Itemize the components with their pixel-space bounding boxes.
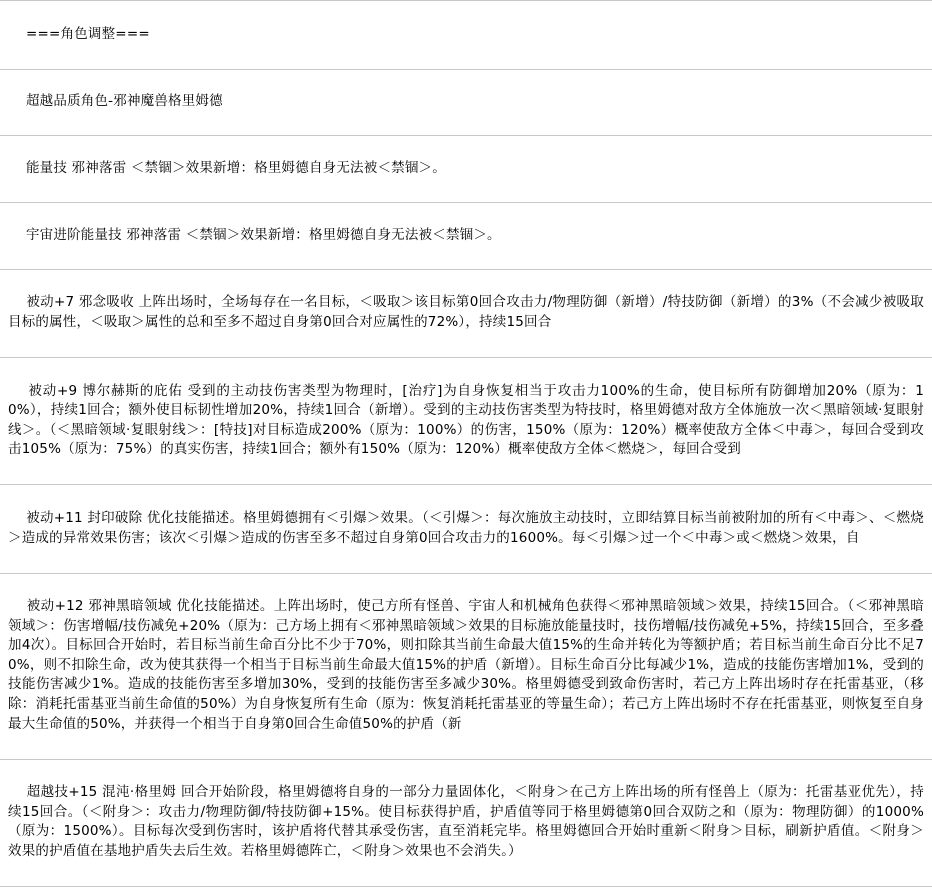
passive-12-row <box>0 574 932 760</box>
passive-12-text: 被动+12 邪神黑暗领域 优化技能描述。上阵出场时，使己方所有怪兽、宇宙人和机械角色获得＜邪神黑暗领域＞效果，持续15回合。（＜邪神黑暗领域＞：伤害增幅/技伤减免+20%（原为：己方场上拥有＜邪神黑暗领域＞效果的目标施放能量技时，技伤增幅/技伤减免+5%，持续15回合，至多叠加4次）。目标回合开始时，若目标当前生命百分比不少于70%，则扣除其当前生命最大值15%的生命并转化为等额护盾；若目标当前生命百分比不足70%，则不扣除生命，改为使其获得一个相当于目标当前生命最大值15%的护盾（新增）。目标生命百分比每减少1%，造成的技能伤害增加1%，受到的技能伤害减少1%。造成的技能伤害至多增加30%，受到的技能伤害至多减少30%。格里姆德受到致命伤害时，若己方上阵出场时存在托雷基亚，（移除：消耗托雷基亚当前生命值的50%）为自身恢复所有生命（原为：恢复消耗托雷基亚的等量生命）；若己方上阵出场时不存在托雷基亚，则恢复至自身最大生命值的50%，并获得一个相当于自身第0回合生命值50%的护盾（新 <box>8 598 925 732</box>
super-transcend-15-text: 超越技+15 混沌·格里姆 回合开始阶段，格里姆德将自身的一部分力量固体化，＜附身＞在己方上阵出场的所有怪兽上（原为：托雷基亚优先），持续15回合。（＜附身＞：攻击力/物理防御/特技防御+15%。使目标获得护盾，护盾值等同于格里姆德第0回合双防之和（原为：物理防御）的1000%（原为：1500%）。目标每次受到伤害时，该护盾将代替其承受伤害，直至消耗完毕。格里姆德回合开始时重新＜附身＞目标，刷新护盾值。＜附身＞效果的护盾值在基地护盾失去后生效。若格里姆德阵亡，＜附身＞效果也不会消失。） <box>8 784 924 859</box>
advanced-energy-skill-text: 宇宙进阶能量技 邪神落雷 ＜禁锢＞效果新增：格里姆德自身无法被＜禁锢＞。 <box>25 226 501 243</box>
passive-7-row <box>0 270 932 358</box>
section-title-row <box>0 0 932 70</box>
section-title: ===角色调整=== <box>25 25 150 42</box>
passive-11-text: 被动+11 封印破除 优化技能描述。格里姆德拥有＜引爆＞效果。（＜引爆＞：每次施放主动技时，立即结算目标当前被附加的所有＜中毒＞、＜燃烧＞造成的异常效果伤害；该次＜引爆＞造成的伤害至多不超过自身第0回合攻击力的1600%。每＜引爆＞过一个＜中毒＞或＜燃烧＞效果，自 <box>8 509 925 546</box>
advanced-energy-skill-row <box>0 203 932 270</box>
passive-9-text: 被动+9 博尔赫斯的庇佑 受到的主动技伤害类型为物理时，[治疗]为自身恢复相当于攻击力100%的生命，使目标所有防御增加20%（原为：10%），持续1回合；额外使目标韧性增加20%，持续1回合（新增）。受到的主动技伤害类型为特技时，格里姆德对敌方全体施放一次＜黑暗领域·复眼射线＞。（＜黑暗领域·复眼射线＞：[特技]对目标造成200%（原为：100%）的伤害，150%（原为：120%）概率使敌方全体＜中毒＞，每回合受到攻击105%（原为：75%）的真实伤害，持续1回合；额外有150%（原为：120%）概率使敌方全体＜燃烧＞，每回合受到 <box>8 382 924 458</box>
energy-skill-text: 能量技 邪神落雷 ＜禁锢＞效果新增：格里姆德自身无法被＜禁锢＞。 <box>25 159 446 176</box>
passive-11-row <box>0 485 932 573</box>
character-name: 超越品质角色-邪神魔兽格里姆德 <box>25 93 223 110</box>
passive-9-row <box>0 358 932 485</box>
passive-7-text: 被动+7 邪念吸收 上阵出场时，全场每存在一名目标，＜吸取＞该目标第0回合攻击力/物理防御（新增）/特技防御（新增）的3%（不会减少被吸取目标的属性，＜吸取＞属性的总和至多不超过自身第0回合对应属性的72%），持续15回合 <box>8 294 924 330</box>
energy-skill-row <box>0 136 932 203</box>
character-name-row <box>0 70 932 137</box>
super-transcend-15-row <box>0 760 932 887</box>
